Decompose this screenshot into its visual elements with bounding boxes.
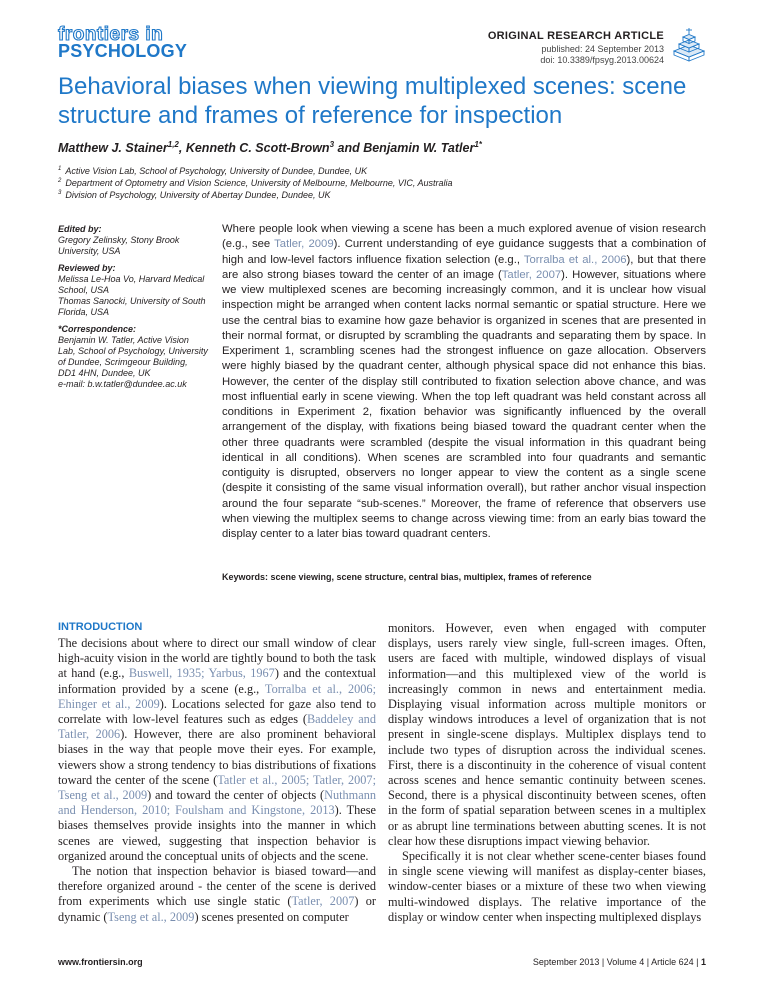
keywords-label: Keywords: [222,572,269,582]
section-heading-introduction: INTRODUCTION [58,621,143,633]
body-column-right [388,621,706,925]
affiliation [58,178,453,188]
footer-separator: | [644,957,652,967]
author-affil-sup: 1* [474,140,482,149]
affiliation-number: 2 [58,178,62,184]
body-text: ). Locations selected for gaze also tend to correlate with low-level features such as edges ( [58,696,377,727]
reviewed-by-text: Thomas Sanocki, University of South Florida, USA [58,296,206,317]
affiliation-number: 1 [58,166,62,172]
keywords [222,572,592,582]
footer-date: September 2013 [532,957,600,967]
doi: doi: 10.3389/fpsyg.2013.00624 [540,55,664,65]
body-text: ). However, there are also prominent behavioral biases in the way that people move their eyes. For example, viewers show a strong tendency to bias distributions of fixations toward the center of the scene ( [58,727,376,787]
citation-link[interactable]: Torralba et al., 2006; Ehinger et al., 2009 [58,681,376,711]
correspondence-label: *Correspondence: [58,324,137,334]
published-date: published: 24 September 2013 [541,44,664,54]
abstract-text: ). Current understanding of eye guidance suggests that a combination of high and low-level factors influence fixation selection (e.g., [222,238,706,266]
footer-url[interactable]: www.frontiersin.org [58,957,143,967]
author-list [58,140,482,155]
cube-logo-icon [670,25,708,63]
footer-separator: | [599,957,607,967]
paragraph: Specifically it is not clear whether scene-center biases found in single scene viewing will manifest as display-center biases, window-center biases or a mixture of these two when viewing multi-windowed displays. The relative importance of the display or window center when inspecting multiplexed displays [388,849,706,924]
affiliation-number: 3 [58,190,62,196]
author-separator: , [178,141,186,156]
article-type: ORIGINAL RESEARCH ARTICLE [487,30,664,42]
citation-link[interactable]: Tatler et al., 2005; Tatler, 2007; Tseng et al., 2009 [58,772,376,803]
paragraph: monitors. However, even when engaged with computer displays, users rarely view single, full-screen images. Often, users are faced with multiple, windowed displays of visual information—and this multiplexed view of the world is increasingly common in news and entertainment media. Displaying visual information across multiple monitors or display windows introduces a level of organization that is not present in single-scene displays. Multiplex displays tend to include two types of disruption across the individual scenes. First, there is a discontinuity in the coherence of visual content across scenes and hence semantic continuity between scenes. Second, there is a physical discontinuity between scenes, often in the form of spatial separation between scenes in a multiplex or as abrupt line terminations between abutting scenes. It is not clear how these disruptions impact viewing behavior. [388,621,706,848]
affiliation-text: Department of Optometry and Vision Science, University of Melbourne, Melbourne, VIC, Australia [65,178,453,188]
body-text: ) and the contextual information provided by a scene (e.g., [58,666,376,696]
affiliation [58,166,367,176]
body-column-left [58,636,376,925]
body-text: The notion that inspection behavior is biased toward—and therefore organized around - the center of the scene is derived from experiments which use single static ( [58,864,376,909]
edited-by-text: Gregory Zelinsky, Stony Brook University, USA [58,235,180,256]
author-separator: and [334,141,364,156]
author-name: Kenneth C. Scott-Brown [185,141,330,156]
abstract [222,222,706,542]
reviewed-by-text: Melissa Le-Hoa Vo, Harvard Medical School, USA [58,274,205,295]
footer-issue-info [533,957,706,967]
footer-separator: | [693,957,701,967]
footer-volume: Volume 4 [606,957,645,967]
editorial-sidebar [58,224,208,390]
body-text: ) or dynamic ( [58,894,376,924]
journal-logo-top: frontiers in [58,24,164,45]
publication-info [540,44,664,66]
author-affil-sup: 3 [329,140,335,149]
body-text: ). These biases themselves provide insights into the manner in which scenes are viewed, suggesting that inspection behavior is organized around the conceptual units of objects and the scene. [58,803,376,863]
citation-link[interactable]: Tatler, 2009 [274,238,334,251]
article-title: Behavioral biases when viewing multiplexed scenes: scene structure and frames of reference for inspection [58,73,687,129]
footer-article-number: Article 624 [651,957,694,967]
citation-link[interactable]: Tatler, 2007 [291,894,355,909]
affiliation [58,190,330,200]
journal-logo-bottom: PSYCHOLOGY [58,41,188,61]
author-affil-sup: 1,2 [167,140,179,149]
correspondence-email[interactable]: e-mail: b.w.tatler@dundee.ac.uk [58,379,187,389]
page-number: 1 [700,957,706,967]
abstract-text: Where people look when viewing a scene has been a much explored avenue of vision research (e.g., see [222,223,706,251]
correspondence-text: Benjamin W. Tatler, Active Vision Lab, School of Psychology, University of Dundee, Scrimgeour Building, DD1 4HN, Dundee, UK [58,335,208,378]
citation-link[interactable]: Nuthmann and Henderson, 2010; Foulsham and Kingstone, 2013 [58,788,376,818]
citation-link[interactable]: Tseng et al., 2009 [107,909,195,924]
paragraph [58,636,376,864]
citation-link[interactable]: Tatler, 2007 [501,268,562,281]
affiliation-text: Active Vision Lab, School of Psychology, University of Dundee, Dundee, UK [65,166,368,176]
edited-by-label: Edited by: [58,224,102,234]
affiliation-text: Division of Psychology, University of Abertay Dundee, Dundee, UK [65,190,331,200]
citation-link[interactable]: Buswell, 1935; Yarbus, 1967 [128,666,275,681]
author-name: Matthew J. Stainer [58,141,168,156]
body-text: ) and toward the center of objects ( [147,788,325,803]
reviewed-by-label: Reviewed by: [58,263,116,273]
author-name: Benjamin W. Tatler [363,141,475,156]
citation-link[interactable]: Torralba et al., 2006 [523,253,627,266]
body-text: ) scenes presented on computer [194,909,349,924]
abstract-text: ), but that there are also strong biases toward the center of an image ( [222,253,706,281]
citation-link[interactable]: Baddeley and Tatler, 2006 [58,712,376,742]
keywords-text: scene viewing, scene structure, central bias, multiplex, frames of reference [268,572,592,582]
body-text: The decisions about where to direct our small window of clear high-acuity vision in the world are tightly bound to both the task at hand (e.g., [58,636,376,681]
paragraph [58,864,376,925]
abstract-text: ). However, situations where we view multiplexed scenes are becoming increasingly common, and it is unclear how visual inspection might be arranged when content lacks normal semantic or spatial structure. Here we use the central bias to examine how gaze behavior is organized in scenes that are presented in their normal format, or disrupted by scrambling the quadrants and separating them by space. In Experiment 1, scrambling scenes had the strongest influence on gaze allocation. Observers were highly biased by the quadrant center, although physical space did not enhance this bias. However, the center of the display still contributed to fixation selection above chance, and was most influential early in scene viewing. When the top left quadrant was held constant across all conditions in Experiment 2, fixation behavior was significantly influenced by the overall arrangement of the display, with fixations being biased toward the quadrant center when the other three quadrants were scrambled (despite the visual information in this quadrant being identical in all conditions). When scenes are scrambled into four quadrants and semantic contiguity is disrupted, observers no longer appear to view the content as a single scene (despite it consisting of the same visual information overall), but rather anchor visual inspection around the four separate “sub-scenes.” Moreover, the frame of reference that observers use when viewing the multiplex seems to change across viewing time: from an early bias toward the display center to a later bias toward quadrant centers. [222,268,706,540]
